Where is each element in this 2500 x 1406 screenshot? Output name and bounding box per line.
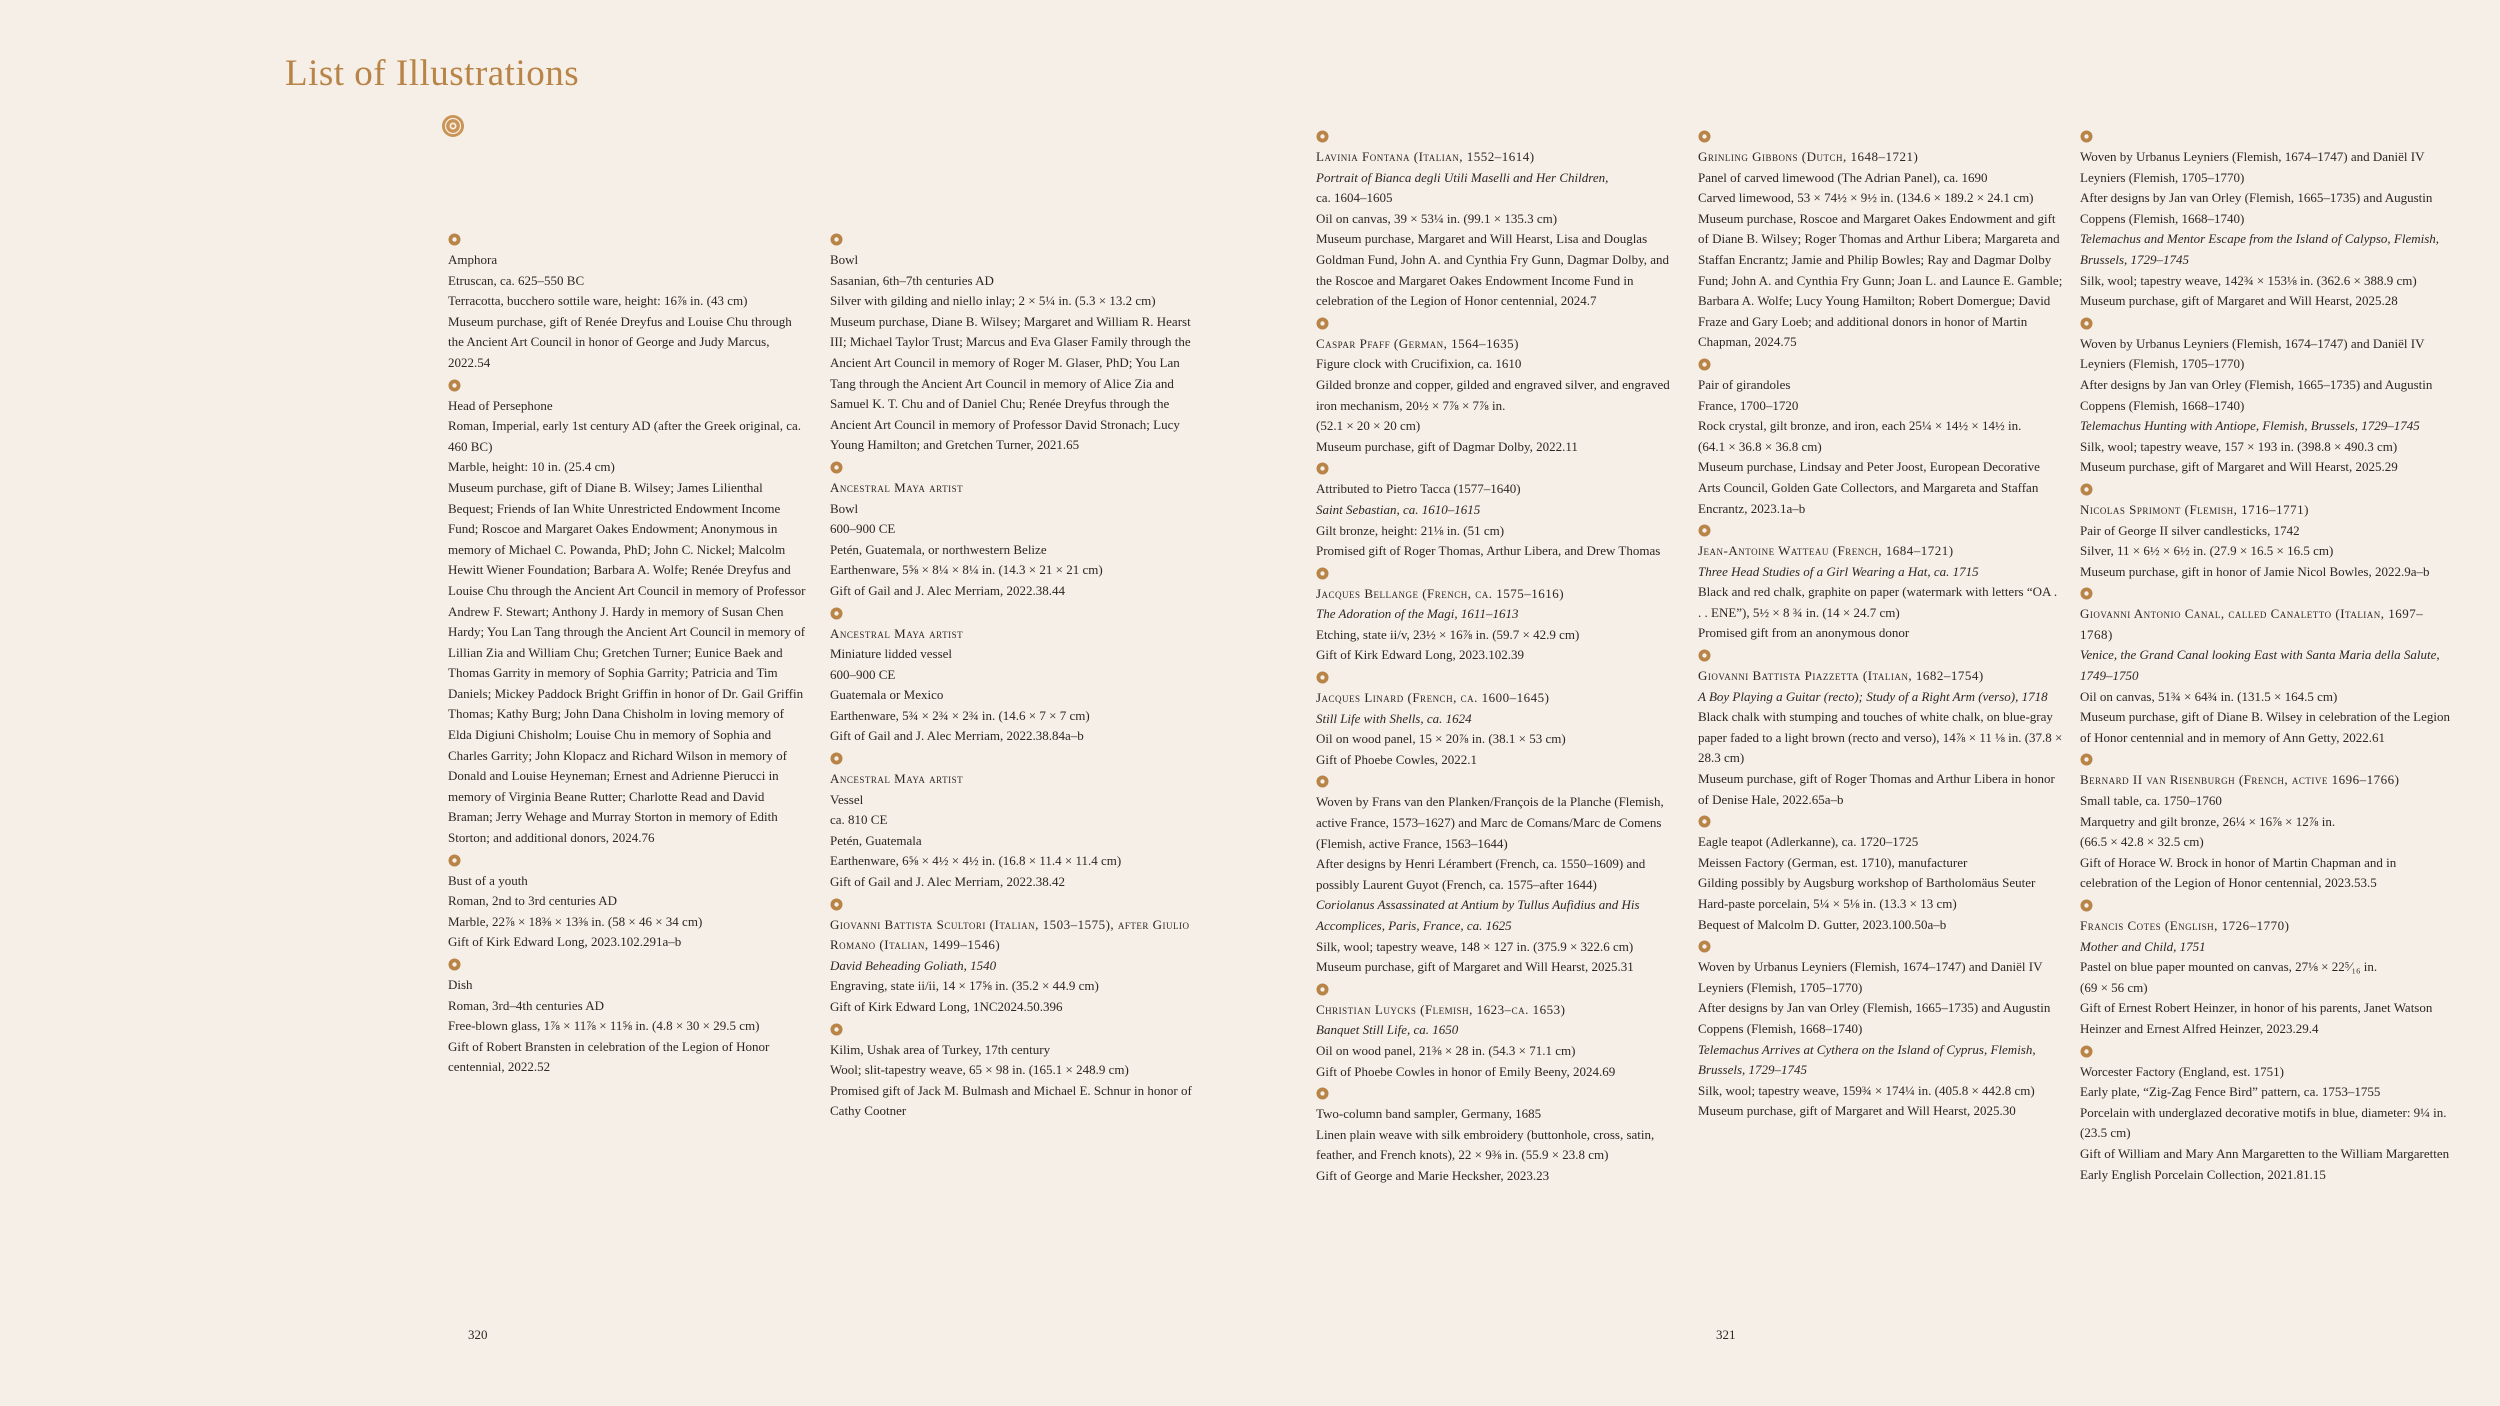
entry-line: Oil on wood panel, 21⅜ × 28 in. (54.3 × 71.1 cm) — [1316, 1042, 1576, 1058]
bullet-rosette-icon — [2080, 483, 2093, 496]
bullet-rosette-icon — [1698, 940, 1711, 953]
entry-line: (69 × 56 cm) — [2080, 979, 2148, 995]
bullet-rosette-icon — [2080, 753, 2093, 766]
entry-line: Oil on canvas, 51¾ × 64¾ in. (131.5 × 164.5 cm) — [2080, 688, 2338, 704]
bullet-rosette-icon — [2080, 130, 2093, 143]
entry-line: Vessel — [830, 791, 864, 807]
entry-title: Mother and Child, 1751 — [2080, 938, 2206, 954]
illustration-entry — [448, 854, 808, 953]
entry-line: Museum purchase, Margaret and Will Hearst, Lisa and Douglas Goldman Fund, John A. and Cynthia Fry Gunn, Dagmar Dolby, and the Roscoe and Margaret Oakes Endowment Income Fund in celebration of the Legion of Honor centennial, 2024.7 — [1316, 231, 1670, 309]
entry-line: Museum purchase, Diane B. Wilsey; Margaret and William R. Hearst III; Michael Taylor Trust; Marcus and Eva Glaser Family through the Ancient Art Council in memory of Roger M. Glaser, PhD; You Lan Tang through the Ancient Art Council in memory of Alice Zia and Samuel K. T. Chu and of Daniel Chu; Renée Dreyfus through the Ancient Art Council in memory of Professor David Stronach; Lucy Young Hamilton; and Gretchen Turner, 2021.65 — [830, 313, 1191, 453]
entry-line: Guatemala or Mexico — [830, 687, 944, 703]
folio-left: 320 — [468, 1327, 488, 1342]
entry-title: Three Head Studies of a Girl Wearing a Hat, ca. 1715 — [1698, 563, 1979, 579]
entry-line: Porcelain with underglazed decorative motifs in blue, diameter: 9¼ in. (23.5 cm) — [2080, 1104, 2447, 1141]
entry-line: Gift of Kirk Edward Long, 1NC2024.50.396 — [830, 999, 1063, 1014]
entry-line: Gift of Ernest Robert Heinzer, in honor of his parents, Janet Watson Heinzer and Ernest Alfred Heinzer, 2023.29.4 — [2080, 1000, 2433, 1036]
entry-line: 600–900 CE — [830, 521, 896, 537]
illustration-entry — [2080, 753, 2455, 894]
bullet-rosette-icon — [830, 461, 843, 474]
entry-line: France, 1700–1720 — [1698, 397, 1799, 413]
illustration-entry — [1316, 130, 1681, 312]
entry-title: Telemachus and Mentor Escape from the Island of Calypso, Flemish, Brussels, 1729–1745 — [2080, 231, 2440, 267]
column-1 — [448, 233, 808, 1083]
entry-line: Carved limewood, 53 × 74½ × 9½ in. (134.6 × 189.2 × 24.1 cm) — [1698, 190, 2034, 206]
entry-line: Engraving, state ii/ii, 14 × 17⅝ in. (35.2 × 44.9 cm) — [830, 978, 1099, 994]
entry-line: Gilding possibly by Augsburg workshop of Bartholomäus Seuter — [1698, 875, 2036, 891]
entry-line: Museum purchase, gift in honor of Jamie Nicol Bowles, 2022.9a–b — [2080, 563, 2430, 579]
illustration-entry — [2080, 130, 2455, 312]
entry-line: Pastel on blue paper mounted on canvas, 27⅛ × 22⁵⁄₁₆ in. — [2080, 959, 2378, 975]
bullet-rosette-icon — [1698, 130, 1711, 143]
entry-line: Two-column band sampler, Germany, 1685 — [1316, 1106, 1542, 1122]
entry-title: Portrait of Bianca degli Utili Maselli and Her Children, — [1316, 169, 1609, 185]
entry-line: Gift of Gail and J. Alec Merriam, 2022.38.44 — [830, 582, 1066, 598]
entry-line: Earthenware, 5⅝ × 8¼ × 8¼ in. (14.3 × 21 × 21 cm) — [830, 562, 1103, 578]
entry-title: Coriolanus Assassinated at Antium by Tullus Aufidius and His Accomplices, Paris, France, ca. 1625 — [1316, 897, 1640, 933]
entry-line: Gift of Gail and J. Alec Merriam, 2022.38.84a–b — [830, 728, 1084, 744]
bullet-rosette-icon — [1316, 1087, 1329, 1100]
entry-title: David Beheading Goliath, 1540 — [830, 957, 997, 973]
entry-line: Museum purchase, Roscoe and Margaret Oakes Endowment and gift of Diane B. Wilsey; Roger Thomas and Arthur Libera; Margareta and Staffan Encrantz; Jamie and Philip Bowles; Ray and Dagmar Dolby Fund; John A. and Cynthia Fry Gunn; Joan L. and Launce E. Gamble; Barbara A. Wolfe; Lucy Young Hamilton; Robert Domergue; David Fraze and Gary Loeb; and additional donors in honor of Martin Chapman, 2024.75 — [1698, 210, 2063, 350]
entry-line: Gift of George and Marie Hecksher, 2023.23 — [1316, 1167, 1550, 1183]
illustration-entry — [1316, 462, 1681, 561]
entry-line: After designs by Jan van Orley (Flemish, 1665–1735) and Augustin Coppens (Flemish, 1668–1740) — [2080, 376, 2433, 413]
entry-line: Museum purchase, gift of Margaret and Will Hearst, 2025.28 — [2080, 293, 2398, 309]
entry-line: Figure clock with Crucifixion, ca. 1610 — [1316, 356, 1522, 372]
illustration-entry — [830, 752, 1195, 893]
bullet-rosette-icon — [830, 898, 843, 911]
entry-line: Rock crystal, gilt bronze, and iron, each 25¼ × 14½ × 14½ in. — [1698, 418, 2022, 434]
entry-line: Black chalk with stumping and touches of white chalk, on blue-gray paper faded to a light brown (recto and verso), 14⅞ × 11 ⅛ in. (37.8 × 28.3 cm) — [1698, 709, 2063, 766]
entry-line: Gift of Kirk Edward Long, 2023.102.291a–b — [448, 934, 682, 950]
entry-line: Gift of Phoebe Cowles in honor of Emily Beeny, 2024.69 — [1316, 1063, 1616, 1079]
illustration-entry — [448, 233, 808, 374]
bullet-rosette-icon — [830, 233, 843, 246]
entry-line: Silk, wool; tapestry weave, 157 × 193 in. (398.8 × 490.3 cm) — [2080, 438, 2398, 454]
entry-line: Gift of Gail and J. Alec Merriam, 2022.38.42 — [830, 874, 1066, 890]
entry-line: Museum purchase, gift of Diane B. Wilsey in celebration of the Legion of Honor centennial and in memory of Ann Getty, 2022.61 — [2080, 709, 2450, 745]
illustration-entry — [1698, 130, 2063, 353]
illustration-entry — [2080, 899, 2455, 1040]
entry-artist: Christian Luycks (Flemish, 1623–ca. 1653) — [1316, 1001, 1566, 1017]
entry-line: Museum purchase, gift of Renée Dreyfus and Louise Chu through the Ancient Art Council in honor of George and Judy Marcus, 2022.54 — [448, 313, 792, 370]
entry-line: Silver with gilding and niello inlay; 2 × 5¼ in. (5.3 × 13.2 cm) — [830, 293, 1156, 309]
folio-right: 321 — [1716, 1327, 1736, 1342]
entry-artist: Lavinia Fontana (Italian, 1552–1614) — [1316, 149, 1535, 164]
entry-line: Gift of Robert Bransten in celebration of the Legion of Honor centennial, 2022.52 — [448, 1038, 770, 1075]
entry-line: Woven by Frans van den Planken/François de la Planche (Flemish, active France, 1573–1627) and Marc de Comans/Marc de Comens (Flemish, active France, 1563–1644) — [1316, 794, 1664, 851]
entry-line: Bust of a youth — [448, 872, 528, 888]
entry-line: Museum purchase, Lindsay and Peter Joost, European Decorative Arts Council, Golden Gate Collectors, and Margareta and Staffan Encrantz, 2023.1a–b — [1698, 459, 2040, 516]
entry-artist: Giovanni Battista Scultori (Italian, 1503–1575), after Giulio Romano (Italian, 1499–1546) — [830, 916, 1190, 953]
illustration-entry — [2080, 1045, 2455, 1186]
entry-line: Gift of William and Mary Ann Margaretten to the William Margaretten Early English Porcelain Collection, 2021.81.15 — [2080, 1145, 2450, 1182]
entry-artist: Ancestral Maya artist — [830, 771, 964, 787]
entry-line: Petén, Guatemala — [830, 832, 922, 848]
bullet-rosette-icon — [1316, 775, 1329, 788]
entry-line: (64.1 × 36.8 × 36.8 cm) — [1698, 438, 1822, 454]
entry-artist: Jacques Bellange (French, ca. 1575–1616) — [1316, 585, 1565, 601]
entry-line: Museum purchase, gift of Dagmar Dolby, 2022.11 — [1316, 438, 1578, 454]
entry-line: Head of Persephone — [448, 397, 553, 413]
entry-artist: Bernard II van Risenburgh (French, active 1696–1766) — [2080, 772, 2400, 788]
illustration-entry — [830, 461, 1195, 602]
entry-title: Saint Sebastian, ca. 1610–1615 — [1316, 501, 1481, 517]
bullet-rosette-icon — [2080, 899, 2093, 912]
column-5 — [2080, 130, 2455, 1190]
entry-title: Venice, the Grand Canal looking East with Santa Maria della Salute, 1749–1750 — [2080, 647, 2440, 684]
illustration-entry — [1316, 1087, 1681, 1186]
page-title: List of Illustrations — [285, 53, 580, 94]
entry-line: Earthenware, 6⅝ × 4½ × 4½ in. (16.8 × 11.4 × 11.4 cm) — [830, 853, 1122, 869]
bullet-rosette-icon — [448, 233, 461, 246]
column-3 — [1316, 130, 1681, 1192]
entry-line: Black and red chalk, graphite on paper (watermark with letters “OA . . . ENE”), 5½ × 8 ¾ in. (14 × 24.7 cm) — [1698, 584, 2058, 620]
entry-artist: Caspar Pfaff (German, 1564–1635) — [1316, 335, 1519, 351]
illustration-entry — [448, 958, 808, 1078]
entry-line: Wool; slit-tapestry weave, 65 × 98 in. (165.1 × 248.9 cm) — [830, 1062, 1129, 1078]
entry-line: Etruscan, ca. 625–550 BC — [448, 272, 585, 288]
illustration-entry — [2080, 483, 2455, 582]
entry-line: Earthenware, 5¾ × 2¾ × 2¾ in. (14.6 × 7 × 7 cm) — [830, 707, 1090, 723]
entry-artist: Ancestral Maya artist — [830, 479, 964, 495]
entry-line: Bowl — [830, 500, 859, 516]
entry-line: Marble, 22⅞ × 18⅜ × 13⅜ in. (58 × 46 × 34 cm) — [448, 913, 703, 929]
entry-line: Hard-paste porcelain, 5¼ × 5⅛ in. (13.3 × 13 cm) — [1698, 896, 1957, 911]
entry-artist: Jean-Antoine Watteau (French, 1684–1721) — [1698, 543, 1954, 559]
bullet-rosette-icon — [448, 379, 461, 392]
entry-line: Small table, ca. 1750–1760 — [2080, 793, 2222, 809]
entry-line: Museum purchase, gift of Margaret and Will Hearst, 2025.30 — [1698, 1103, 2016, 1119]
entry-line: 600–900 CE — [830, 666, 896, 682]
bullet-rosette-icon — [1316, 130, 1329, 143]
entry-line: Petén, Guatemala, or northwestern Belize — [830, 541, 1047, 557]
entry-line: Panel of carved limewood (The Adrian Panel), ca. 1690 — [1698, 169, 1988, 185]
illustration-entry — [2080, 587, 2455, 748]
entry-line: Woven by Urbanus Leyniers (Flemish, 1674–1747) and Daniël IV Leyniers (Flemish, 1705–1770) — [2080, 149, 2425, 185]
entry-line: Gilt bronze, height: 21⅛ in. (51 cm) — [1316, 522, 1505, 538]
bullet-rosette-icon — [830, 607, 843, 620]
entry-title: Telemachus Arrives at Cythera on the Island of Cyprus, Flemish, Brussels, 1729–1745 — [1698, 1041, 2036, 1078]
bullet-rosette-icon — [1698, 358, 1711, 371]
entry-title: A Boy Playing a Guitar (recto); Study of a Right Arm (verso), 1718 — [1698, 688, 2048, 704]
bullet-rosette-icon — [2080, 587, 2093, 600]
rosette-ornament-icon — [440, 113, 466, 139]
entry-line: Roman, Imperial, early 1st century AD (after the Greek original, ca. 460 BC) — [448, 418, 802, 454]
entry-line: Promised gift of Jack M. Bulmash and Michael E. Schnur in honor of Cathy Cootner — [830, 1082, 1192, 1119]
entry-line: Museum purchase, gift of Margaret and Will Hearst, 2025.29 — [2080, 459, 2398, 475]
illustration-entry — [1698, 940, 2063, 1122]
entry-line: Attributed to Pietro Tacca (1577–1640) — [1316, 481, 1521, 497]
entry-line: Woven by Urbanus Leyniers (Flemish, 1674–1747) and Daniël IV Leyniers (Flemish, 1705–1770) — [1698, 959, 2043, 995]
illustration-entry — [1698, 524, 2063, 644]
bullet-rosette-icon — [1316, 567, 1329, 580]
entry-line: Oil on canvas, 39 × 53¼ in. (99.1 × 135.3 cm) — [1316, 210, 1558, 226]
entry-line: (52.1 × 20 × 20 cm) — [1316, 418, 1421, 434]
entry-line: Terracotta, bucchero sottile ware, height: 16⅞ in. (43 cm) — [448, 293, 748, 309]
entry-line: Pair of George II silver candlesticks, 1742 — [2080, 522, 2300, 538]
entry-line: Linen plain weave with silk embroidery (buttonhole, cross, satin, feather, and French knots), 22 × 9⅜ in. (55.9 × 23.8 cm) — [1316, 1126, 1655, 1163]
entry-artist: Ancestral Maya artist — [830, 625, 964, 641]
entry-line: Bowl — [830, 252, 859, 267]
bullet-rosette-icon — [1698, 815, 1711, 828]
entry-line: (66.5 × 42.8 × 32.5 cm) — [2080, 834, 2204, 850]
bullet-rosette-icon — [830, 1023, 843, 1036]
illustration-entry — [1698, 815, 2063, 935]
entry-artist: Giovanni Antonio Canal, called Canaletto (Italian, 1697–1768) — [2080, 606, 2424, 642]
entry-line: Marble, height: 10 in. (25.4 cm) — [448, 459, 615, 475]
entry-artist: Giovanni Battista Piazzetta (Italian, 1682–1754) — [1698, 668, 1984, 684]
entry-line: Worcester Factory (England, est. 1751) — [2080, 1063, 2285, 1079]
column-4 — [1698, 130, 2063, 1127]
illustration-entry — [1698, 649, 2063, 810]
illustration-entry — [1316, 983, 1681, 1082]
entry-line: Etching, state ii/v, 23½ × 16⅞ in. (59.7 × 42.9 cm) — [1316, 626, 1580, 642]
entry-line: Museum purchase, gift of Margaret and Will Hearst, 2025.31 — [1316, 959, 1634, 975]
entry-artist: Jacques Linard (French, ca. 1600–1645) — [1316, 690, 1550, 706]
entry-line: Oil on wood panel, 15 × 20⅞ in. (38.1 × 53 cm) — [1316, 731, 1566, 747]
entry-line: Promised gift of Roger Thomas, Arthur Libera, and Drew Thomas — [1316, 543, 1661, 559]
entry-line: Gift of Horace W. Brock in honor of Martin Chapman and in celebration of the Legion of Honor centennial, 2023.53.5 — [2080, 854, 2397, 891]
bullet-rosette-icon — [1316, 983, 1329, 996]
entry-line: After designs by Henri Lérambert (French, ca. 1550–1609) and possibly Laurent Guyot (French, ca. 1575–after 1644) — [1316, 856, 1646, 892]
bullet-rosette-icon — [2080, 1045, 2093, 1058]
entry-line: Marquetry and gilt bronze, 26¼ × 16⅞ × 12⅞ in. — [2080, 813, 2336, 829]
entry-line: Miniature lidded vessel — [830, 646, 953, 662]
entry-line: Gift of Kirk Edward Long, 2023.102.39 — [1316, 647, 1524, 663]
bullet-rosette-icon — [830, 752, 843, 765]
column-2 — [830, 233, 1195, 1127]
bullet-rosette-icon — [1698, 649, 1711, 662]
entry-line: Bequest of Malcolm D. Gutter, 2023.100.50a–b — [1698, 916, 1947, 932]
entry-title: The Adoration of the Magi, 1611–1613 — [1316, 606, 1519, 622]
entry-line: Free-blown glass, 1⅞ × 11⅞ × 11⅝ in. (4.8 × 30 × 29.5 cm) — [448, 1018, 760, 1034]
bullet-rosette-icon — [1698, 524, 1711, 537]
bullet-rosette-icon — [1316, 671, 1329, 684]
illustration-entry — [830, 607, 1195, 748]
entry-line: ca. 1604–1605 — [1316, 190, 1393, 206]
illustration-entry — [830, 233, 1195, 456]
bullet-rosette-icon — [448, 854, 461, 867]
entry-artist: Grinling Gibbons (Dutch, 1648–1721) — [1698, 149, 1919, 164]
entry-line: Dish — [448, 977, 473, 992]
entry-line: Sasanian, 6th–7th centuries AD — [830, 272, 994, 288]
bullet-rosette-icon — [1316, 462, 1329, 475]
entry-line: ca. 810 CE — [830, 812, 888, 828]
entry-artist: Nicolas Sprimont (Flemish, 1716–1771) — [2080, 501, 2310, 517]
entry-line: Promised gift from an anonymous donor — [1698, 625, 1910, 641]
entry-line: Gift of Phoebe Cowles, 2022.1 — [1316, 751, 1478, 767]
entry-line: Museum purchase, gift of Diane B. Wilsey; James Lilienthal Bequest; Friends of Ian White Unrestricted Endowment Income Fund; Roscoe and Margaret Oakes Endowment; Anonymous in memory of Michael C. Powanda, PhD; John C. Nickel; Malcolm Hewitt Wiener Foundation; Barbara A. Wolfe; Renée Dreyfus and Louise Chu through the Ancient Art Council in memory of Professor Andrew F. Stewart; Anthony J. Hardy in memory of Susan Chen Hardy; You Lan Tang through the Ancient Art Council in memory of Lillian Zia and William Chu; Gretchen Turner; Eunice Baek and Thomas Garrity in memory of Sophia Garrity; Patricia and Tim Daniels; Mickey Paddock Bright Griffin in honor of Dr. Gail Griffin Thomas; Kathy Burg; John Dana Chisholm in loving memory of Elda Digiuni Chisholm; Louise Chu in memory of Sophia and Charles Garrity; John Klopacz and Richard Wilson in memory of Donald and Louise Heyneman; Ernest and Adrienne Pierucci in memory of Virginia Beane Rutter; Charlotte Read and David Braman; Jerry Wehage and Murray Storton in memory of Edith Storton; and additional donors, 2024.76 — [448, 479, 806, 846]
illustration-entry — [1316, 671, 1681, 770]
entry-line: After designs by Jan van Orley (Flemish, 1665–1735) and Augustin Coppens (Flemish, 1668–1740) — [2080, 190, 2433, 226]
bullet-rosette-icon — [448, 958, 461, 971]
entry-line: Woven by Urbanus Leyniers (Flemish, 1674–1747) and Daniël IV Leyniers (Flemish, 1705–1770) — [2080, 335, 2425, 372]
entry-line: Silk, wool; tapestry weave, 159¾ × 174¼ in. (405.8 × 442.8 cm) — [1698, 1082, 2035, 1098]
illustration-entry — [1316, 567, 1681, 666]
illustration-entry — [1316, 775, 1681, 977]
entry-line: Eagle teapot (Adlerkanne), ca. 1720–1725 — [1698, 834, 1919, 850]
illustration-entry — [448, 379, 808, 849]
entry-line: Amphora — [448, 252, 498, 267]
entry-line: Pair of girandoles — [1698, 376, 1791, 392]
illustration-entry — [1316, 317, 1681, 458]
entry-line: Meissen Factory (German, est. 1710), manufacturer — [1698, 854, 1968, 870]
entry-line: Silk, wool; tapestry weave, 148 × 127 in. (375.9 × 322.6 cm) — [1316, 938, 1634, 954]
entry-artist: Francis Cotes (English, 1726–1770) — [2080, 918, 2290, 933]
illustration-entry — [830, 1023, 1195, 1122]
entry-line: Gilded bronze and copper, gilded and engraved silver, and engraved iron mechanism, 20½ × 7⅞ × 7⅞ in. — [1316, 376, 1670, 413]
entry-line: Roman, 3rd–4th centuries AD — [448, 997, 604, 1013]
illustration-entry — [830, 898, 1195, 1018]
entry-line: Museum purchase, gift of Roger Thomas and Arthur Libera in honor of Denise Hale, 2022.65a–b — [1698, 771, 2055, 807]
entry-title: Telemachus Hunting with Antiope, Flemish, Brussels, 1729–1745 — [2080, 418, 2420, 434]
entry-line: After designs by Jan van Orley (Flemish, 1665–1735) and Augustin Coppens (Flemish, 1668–1740) — [1698, 1000, 2051, 1036]
entry-line: Kilim, Ushak area of Turkey, 17th century — [830, 1041, 1051, 1057]
entry-line: Roman, 2nd to 3rd centuries AD — [448, 893, 617, 909]
bullet-rosette-icon — [1316, 317, 1329, 330]
bullet-rosette-icon — [2080, 317, 2093, 330]
entry-title: Still Life with Shells, ca. 1624 — [1316, 710, 1472, 726]
illustration-entry — [2080, 317, 2455, 478]
entry-line: Silver, 11 × 6½ × 6½ in. (27.9 × 16.5 × 16.5 cm) — [2080, 543, 2334, 559]
entry-line: Early plate, “Zig-Zag Fence Bird” pattern, ca. 1753–1755 — [2080, 1084, 2381, 1100]
illustration-entry — [1698, 358, 2063, 519]
entry-line: Silk, wool; tapestry weave, 142¾ × 153⅛ in. (362.6 × 388.9 cm) — [2080, 272, 2417, 288]
entry-title: Banquet Still Life, ca. 1650 — [1316, 1022, 1459, 1038]
